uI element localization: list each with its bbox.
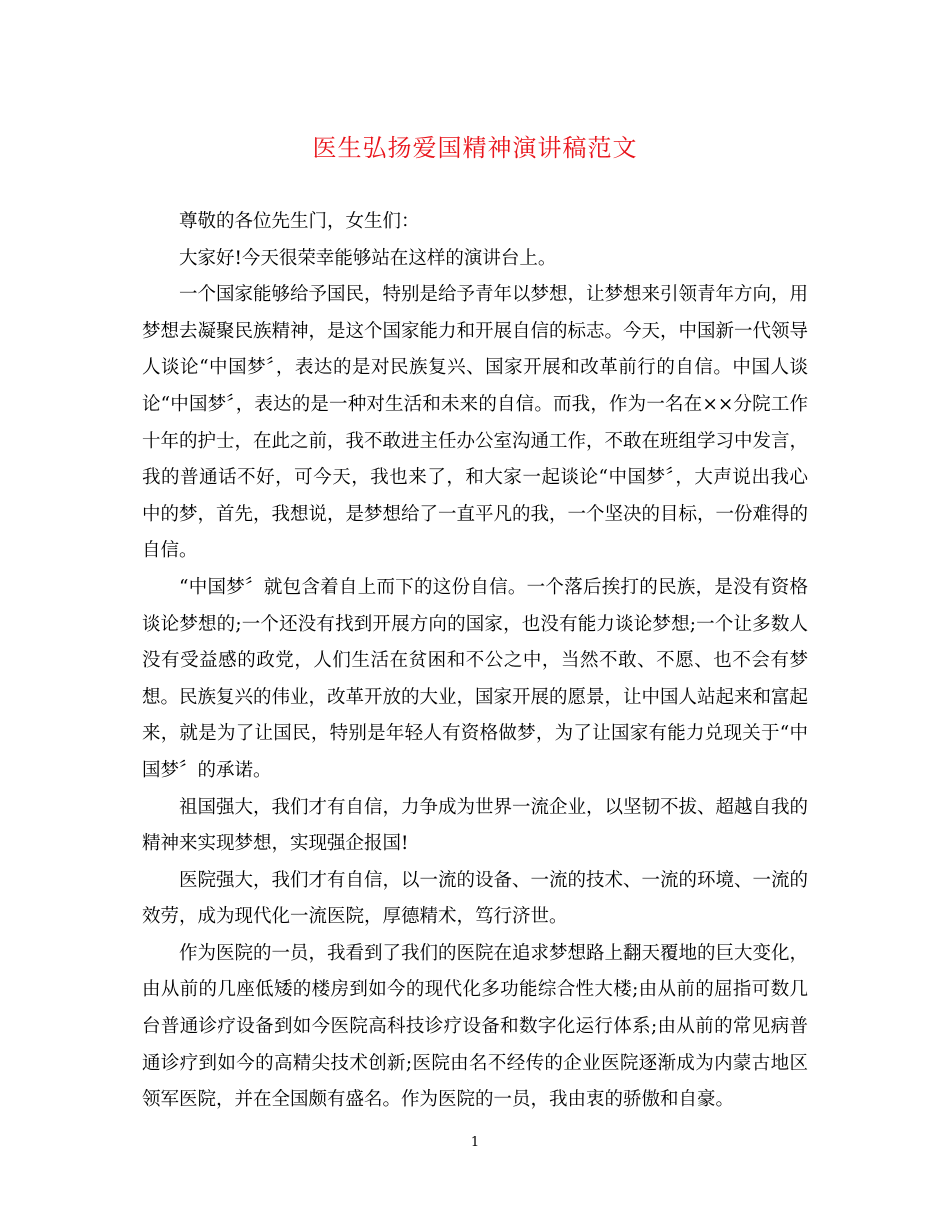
paragraph: 医院强大，我们才有自信，以一流的设备、一流的技术、一流的环境、一流的效劳，成为现代化一流医院，厚德精术，笃行济世。	[142, 869, 809, 928]
document-title: 医生弘扬爱国精神演讲稿范文	[312, 134, 638, 162]
page-number: 1	[470, 1135, 480, 1150]
paragraph: 作为医院的一员，我看到了我们的医院在追求梦想路上翻天覆地的巨大变化，由从前的几座低矮的楼房到如今的现代化多功能综合性大楼;由从前的屈指可数几台普通诊疗设备到如今医院高科技诊疗设备和数字化运行体系;由从前的常见病普通诊疗到如今的高精尖技术创新;医院由名不经传的企业医院逐渐成为内蒙古地区领军医院，并在全国颇有盛名。作为医院的一员，我由衷的骄傲和自豪。	[142, 942, 809, 1111]
paragraph: 一个国家能够给予国民，特别是给予青年以梦想，让梦想来引领青年方向，用梦想去凝聚民族精神，是这个国家能力和开展自信的标志。今天，中国新一代领导人谈论“中国梦〞，表达的是对民族复兴、国家开展和改革前行的自信。中国人谈论“中国梦〞，表达的是一种对生活和未来的自信。而我，作为一名在××分院工作十年的护士，在此之前，我不敢进主任办公室沟通工作，不敢在班组学习中发言，我的普通话不好，可今天，我也来了，和大家一起谈论“中国梦〞，大声说出我心中的梦，首先，我想说，是梦想给了一直平凡的我，一个坚决的目标，一份难得的自信。	[142, 284, 809, 562]
document-body	[142, 204, 808, 1119]
paragraph-greeting: 大家好!今天很荣幸能够站在这样的演讲台上。	[179, 247, 557, 269]
paragraph: 祖国强大，我们才有自信，力争成为世界一流企业，以坚韧不拔、超越自我的精神来实现梦想，实现强企报国!	[142, 796, 809, 855]
paragraph: “中国梦〞就包含着自上而下的这份自信。一个落后挨打的民族，是没有资格谈论梦想的;一个还没有找到开展方向的国家，也没有能力谈论梦想;一个让多数人没有受益感的政党，人们生活在贫困和不公之中，当然不敢、不愿、也不会有梦想。民族复兴的伟业，改革开放的大业，国家开展的愿景，让中国人站起来和富起来，就是为了让国民，特别是年轻人有资格做梦，为了让国家有能力兑现关于“中国梦〞的承诺。	[142, 576, 809, 781]
paragraph-salutation: 尊敬的各位先生门，女生们：	[179, 211, 420, 232]
